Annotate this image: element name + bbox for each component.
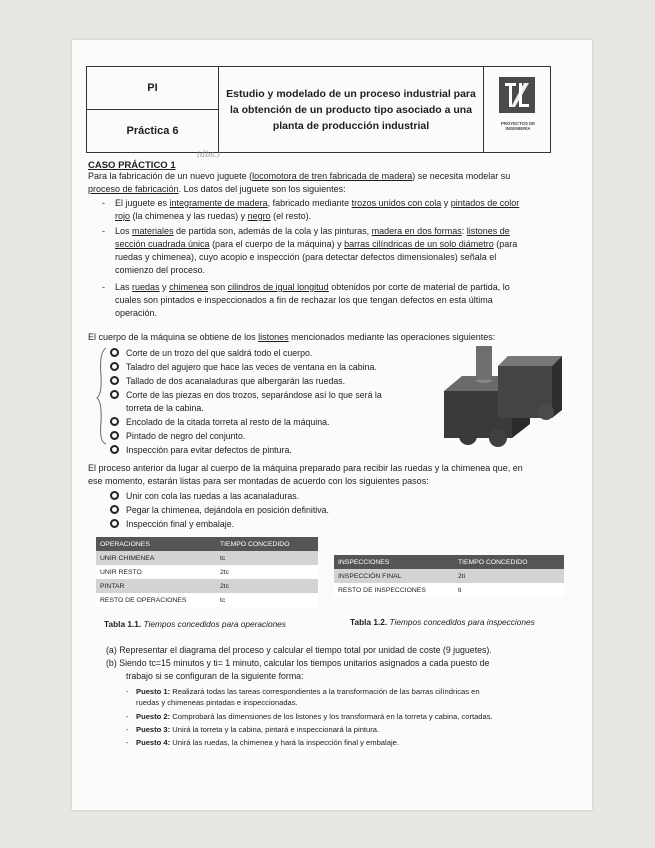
operations-time-table: [96, 537, 318, 607]
table-header: INSPECCIONES: [334, 555, 454, 569]
table2-caption: Tabla 1.2. Tiempos concedidos para inspecciones: [350, 617, 535, 627]
table-row: PINTAR 2tc: [96, 579, 318, 593]
operation-item-continuation: torreta de la cabina.: [126, 403, 204, 413]
table-header: OPERACIONES: [96, 537, 216, 551]
table-row: UNIR CHIMENEA tc: [96, 551, 318, 565]
question-a: (a) Representar el diagrama del proceso y calcular el tiempo total por unidad de coste (9 juguetes).: [106, 645, 492, 655]
assembly-step: Unir con cola las ruedas a las acanaladuras.: [126, 490, 299, 502]
workstation-4: - Puesto 4: Unirá las ruedas, la chimenea y hará la inspección final y embalaje.: [126, 738, 399, 747]
intro-text: Para la fabricación de un nuevo juguete (: [88, 171, 253, 181]
workstation-3: - Puesto 3: Unirá la torreta y la cabina, pintará e inspeccionará la pintura.: [126, 725, 380, 734]
workstation-1: - Puesto 1: Realizará todas las tareas correspondientes a la transformación de las barras cilíndricas en ruedas y chimeneas pintadas e inspeccionadas.: [126, 687, 480, 707]
table-header: TIEMPO CONCEDIDO: [454, 555, 564, 569]
bullet-item: - El juguete es integramente de madera, fabricado mediante trozos unidos con cola y pintados de color rojo (la chimenea y las ruedas) y negro (el resto).: [102, 198, 520, 221]
operation-item: Inspección para evitar defectos de pintura.: [126, 444, 292, 456]
operation-item: Pintado de negro del conjunto.: [126, 430, 245, 442]
header-left-cell: [87, 67, 219, 152]
bullet-item: - Los materiales de partida son, además de la cola y las pinturas, madera en dos formas: listones de sección cuadrada única (para el cuerpo de la máquina) y barras cilíndricas de un solo diámetro (para ruedas y chimenea), cuyo acopio e inspección (para detectar defectos dimensionales) señala el comienzo del proceso.: [102, 226, 518, 275]
operation-item: Taladro del agujero que hace las veces de ventana en la cabina.: [126, 361, 377, 373]
intro-paragraph: [88, 170, 568, 196]
practice-number: Práctica 6: [126, 125, 179, 137]
body-ops-intro: El cuerpo de la máquina se obtiene de los listones mencionados mediante las operaciones siguientes:: [88, 332, 496, 342]
question-b: (b) Siendo tc=15 minutos y ti= 1 minuto, calcular los tiempos unitarios asignados a cada puesto de: [106, 658, 490, 668]
intro-text-underlined: proceso de fabricación: [88, 184, 179, 194]
table-row: RESTO DE OPERACIONES tc: [96, 593, 318, 607]
intro-text-underlined: locomotora de tren fabricada de madera: [252, 171, 413, 181]
assembly-step: Pegar la chimenea, dejándola en posición definitiva.: [126, 504, 329, 516]
logo-cell: [485, 67, 550, 152]
workstation-2: - Puesto 2: Comprobará las dimensiones de los listones y los transformará en la torreta y cabina, cortadas.: [126, 712, 493, 721]
table-row: INSPECCIÓN FINAL 2ti: [334, 569, 564, 583]
pencil-annotation: (dbs.): [197, 150, 221, 159]
department-logo: [499, 77, 535, 113]
operation-item: Tallado de dos acanaladuras que albergarán las ruedas.: [126, 375, 345, 387]
course-code: PI: [87, 67, 218, 110]
assembly-step: Inspección final y embalaje.: [126, 518, 234, 530]
header-table: [86, 66, 551, 153]
table-header: TIEMPO CONCEDIDO: [216, 537, 318, 551]
logo-text: PROYECTOS DE INGENIERÍA: [500, 121, 536, 131]
bullet-item: - Las ruedas y chimenea son cilindros de igual longitud obtenidos por corte de material de partida, lo cuales son pintados e inspeccionados a fin de rechazar los que tengan defectos en esta última operación.: [102, 282, 510, 318]
inspections-time-table: [334, 555, 564, 597]
operation-item: Corte de un trozo del que saldrá todo el cuerpo.: [126, 347, 312, 359]
document-title: Estudio y modelado de un proceso industrial para la obtención de un producto tipo asociado a una planta de producción industrial: [219, 67, 484, 152]
intro-text: ) se necesita modelar su: [412, 171, 511, 181]
question-b-continuation: trabajo si se configuran de la siguiente forma:: [126, 671, 304, 681]
table-row: RESTO DE INSPECCIONES ti: [334, 583, 564, 597]
table-row: UNIR RESTO 2tc: [96, 565, 318, 579]
pencil-brace-mark: [96, 346, 108, 446]
intro-text: . Los datos del juguete son los siguientes:: [178, 184, 346, 194]
table1-caption: Tabla 1.1. Tiempos concedidos para operaciones: [104, 619, 286, 629]
assembly-intro: El proceso anterior da lugar al cuerpo de la máquina preparado para recibir las ruedas y la chimenea que, en ese momento, estarán listas para ser montadas de acuerdo con los siguientes pasos:: [88, 463, 523, 486]
operation-item: Corte de las piezas en dos trozos, separándose así lo que será la: [126, 389, 382, 401]
case-title: CASO PRÁCTICO 1: [88, 160, 176, 171]
locomotive-illustration: [438, 346, 568, 456]
operation-item: Encolado de la citada torreta al resto de la máquina.: [126, 416, 329, 428]
